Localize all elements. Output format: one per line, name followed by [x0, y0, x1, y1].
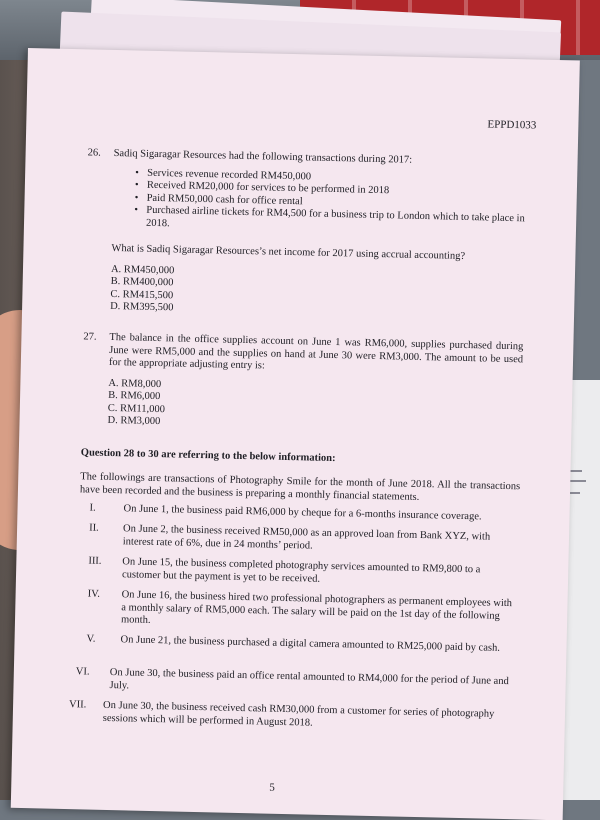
item-number: III. [88, 555, 102, 567]
question-stem: Sadiq Sigaragar Resources had the following transactions during 2017: [113, 147, 413, 166]
question-27 [81, 331, 523, 436]
option-c: C. RM415,500 [110, 288, 174, 301]
bullet-icon: • [134, 179, 139, 191]
question-number: 27. [83, 331, 97, 343]
answer-options [107, 377, 522, 436]
item-number: IV. [87, 588, 101, 600]
question-26 [84, 147, 528, 322]
course-code: EPPD1033 [487, 118, 537, 132]
transaction-item [86, 633, 516, 655]
item-text: On June 2, the business received RM50,000 as an approved loan from Bank XYZ, with interest rate of 6%, due in 24 months’ period. [122, 523, 491, 552]
item-number: V. [86, 633, 96, 645]
option-b: B. RM6,000 [108, 389, 161, 403]
section-intro: The followings are transactions of Photography Smile for the month of June 2018. All the transactions have been recorded and the business is preparing a monthly financial statements. [79, 471, 521, 503]
bullet-icon: • [135, 166, 140, 179]
question-stem: The balance in the office supplies account on June 1 was RM6,000, supplies purchased during June were RM5,000 and the supplies on hand at June 30 were RM3,000. The amount to be used for the appropriate adjusting entry is: [108, 331, 524, 372]
bullet-text: Paid RM50,000 cash for office rental [146, 192, 303, 207]
question-number: 26. [87, 147, 101, 159]
option-b: B. RM400,000 [110, 275, 174, 289]
item-text: On June 1, the business paid RM6,000 by cheque for a 6-months insurance coverage. [123, 503, 482, 523]
bullet-icon: • [134, 191, 139, 204]
bullet-icon: • [134, 204, 139, 216]
transaction-item [69, 699, 515, 734]
exam-page [11, 48, 580, 820]
page-number: 5 [269, 781, 275, 794]
bullet-text: Services revenue recorded RM450,000 [147, 167, 312, 182]
question-text: What is Sadiq Sigaragar Resources’s net income for 2017 using accrual accounting? [111, 242, 466, 262]
option-c: C. RM11,000 [107, 402, 166, 415]
transaction-item [89, 503, 519, 525]
item-number: VI. [75, 666, 90, 678]
item-text: On June 16, the business hired two professional photographers as permanent employees with a monthly salary of RM5,000 each. The salary will be paid on the 1st day of the following month. [120, 589, 513, 626]
transaction-item [88, 556, 518, 591]
transaction-item [87, 588, 518, 635]
item-text: On June 21, the business purchased a digital camera amounted to RM25,000 paid by cash. [120, 634, 501, 654]
item-number: VII. [68, 699, 87, 711]
item-text: On June 30, the business received cash RM30,000 from a customer for series of photography sessions which will be performed in August 2018. [102, 699, 495, 729]
right-paper-mark [568, 480, 586, 482]
transaction-item [89, 523, 519, 558]
option-d: D. RM3,000 [107, 414, 161, 428]
section-heading: Question 28 to 30 are referring to the below information: [80, 447, 336, 465]
item-number: I. [89, 502, 96, 514]
item-text: On June 15, the business completed photography services amounted to RM9,800 to a customer but the payment is yet to be received. [121, 556, 481, 585]
option-a: A. RM450,000 [110, 263, 175, 276]
item-text: On June 30, the business paid an office rental amounted to RM4,000 for the period of June and July. [109, 667, 509, 691]
bullet-text: Received RM20,000 for services to be performed in 2018 [146, 179, 390, 197]
transaction-item [75, 666, 515, 701]
answer-options [110, 263, 525, 322]
item-number: II. [89, 522, 99, 534]
option-a: A. RM8,000 [108, 377, 162, 390]
bullet-list [134, 167, 527, 238]
option-d: D. RM395,500 [110, 300, 174, 314]
bullet-text: Purchased airline tickets for RM4,500 for a business trip to London which to take place in 2018. [145, 204, 525, 229]
